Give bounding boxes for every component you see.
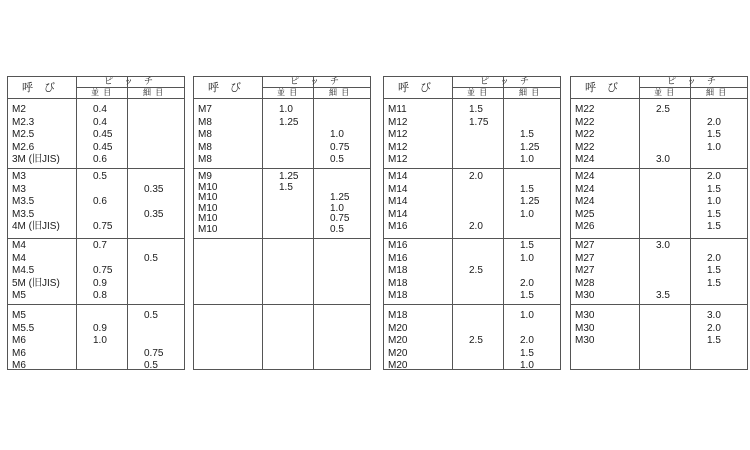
size-label: M20	[388, 347, 408, 359]
fine-pitch-value: 1.0	[520, 208, 534, 220]
coarse-pitch-value: 1.0	[93, 335, 107, 346]
coarse-pitch-value: 0.45	[93, 129, 113, 140]
size-label: M20	[388, 335, 408, 346]
size-label: M18	[388, 310, 408, 321]
group-divider	[194, 304, 370, 305]
fine-pitch-value: 0.75	[330, 213, 350, 224]
size-label: 4M (旧JIS)	[12, 221, 60, 232]
header-divider	[8, 98, 184, 99]
coarse-pitch-value: 2.5	[656, 104, 670, 115]
size-label: M30	[575, 322, 595, 334]
size-label: M9	[198, 171, 212, 182]
coarse-pitch-value: 0.6	[93, 154, 107, 165]
size-label: M4	[12, 252, 26, 264]
group-divider	[8, 238, 184, 239]
size-label: M3	[12, 171, 26, 182]
size-label: M27	[575, 252, 595, 264]
fine-pitch-value: 1.0	[707, 141, 721, 153]
size-label: 5M (旧JIS)	[12, 277, 60, 289]
size-label: M14	[388, 183, 408, 195]
size-label: M7	[198, 104, 212, 115]
fine-pitch-value: 1.5	[520, 129, 534, 140]
coarse-header: 並 目	[91, 88, 113, 97]
coarse-pitch-value: 2.0	[469, 171, 483, 182]
size-label: M6	[12, 335, 26, 346]
size-label: M22	[575, 129, 595, 140]
size-label: M14	[388, 208, 408, 220]
size-label: M2.3	[12, 116, 35, 128]
fine-pitch-value: 0.35	[144, 183, 164, 195]
fine-header: 細 目	[143, 88, 165, 97]
size-label: M8	[198, 154, 212, 165]
fine-pitch-value: 0.5	[144, 360, 158, 371]
size-label: M2.5	[12, 129, 35, 140]
size-label: M10	[198, 181, 218, 193]
pitch-table	[383, 76, 561, 370]
coarse-pitch-value: 2.5	[469, 335, 483, 346]
size-label: M25	[575, 208, 595, 220]
pitch-table	[193, 76, 371, 370]
coarse-pitch-value: 3.0	[656, 240, 670, 251]
group-divider	[571, 238, 747, 239]
fine-pitch-value: 1.0	[520, 154, 534, 165]
fine-pitch-value: 1.0	[330, 129, 344, 140]
fine-pitch-value: 0.5	[330, 154, 344, 165]
size-label: M8	[198, 141, 212, 153]
coarse-pitch-value: 0.7	[93, 240, 107, 251]
fine-pitch-value: 1.5	[520, 183, 534, 195]
fine-pitch-value: 0.75	[144, 347, 164, 359]
size-label: M10	[198, 192, 218, 203]
coarse-pitch-value: 0.75	[93, 265, 113, 276]
header-divider	[194, 98, 370, 99]
size-label: M12	[388, 129, 408, 140]
fine-header: 細 目	[329, 88, 351, 97]
size-label: M10	[198, 223, 218, 235]
coarse-pitch-value: 0.45	[93, 141, 113, 153]
column-divider	[313, 77, 314, 369]
fine-pitch-value: 1.25	[330, 192, 350, 203]
size-label: M11	[388, 104, 407, 115]
fine-pitch-value: 1.25	[520, 141, 540, 153]
name-header: 呼 び	[208, 82, 241, 94]
size-label: M14	[388, 171, 408, 182]
coarse-header: 並 目	[277, 88, 299, 97]
fine-header: 細 目	[706, 88, 728, 97]
size-label: M12	[388, 141, 408, 153]
size-label: M4	[12, 240, 26, 251]
size-label: M30	[575, 335, 595, 346]
fine-pitch-value: 1.5	[707, 265, 721, 276]
coarse-pitch-value: 0.4	[93, 116, 107, 128]
fine-pitch-value: 1.0	[707, 196, 721, 207]
size-label: M12	[388, 154, 408, 165]
size-label: M28	[575, 277, 595, 289]
size-label: M30	[575, 290, 595, 301]
fine-pitch-value: 2.0	[707, 252, 721, 264]
group-divider	[571, 168, 747, 169]
coarse-pitch-value: 0.9	[93, 277, 107, 289]
group-divider	[194, 238, 370, 239]
fine-pitch-value: 2.0	[707, 322, 721, 334]
size-label: M24	[575, 154, 595, 165]
size-label: M16	[388, 221, 408, 232]
pitch-header: ピ ッ チ	[667, 76, 718, 86]
column-divider	[503, 77, 504, 369]
fine-pitch-value: 1.5	[707, 335, 721, 346]
group-divider	[8, 304, 184, 305]
fine-pitch-value: 2.0	[520, 335, 534, 346]
fine-pitch-value: 1.5	[707, 183, 721, 195]
size-label: M8	[198, 116, 212, 128]
coarse-pitch-value: 1.25	[279, 171, 299, 182]
fine-pitch-value: 0.35	[144, 208, 164, 220]
coarse-header: 並 目	[654, 88, 676, 97]
size-label: M16	[388, 252, 408, 264]
fine-header: 細 目	[519, 88, 541, 97]
size-label: M12	[388, 116, 408, 128]
size-label: M8	[198, 129, 212, 140]
size-label: M26	[575, 221, 595, 232]
fine-pitch-value: 0.75	[330, 141, 350, 153]
fine-pitch-value: 3.0	[707, 310, 721, 321]
fine-pitch-value: 0.5	[144, 252, 158, 264]
fine-pitch-value: 0.5	[330, 223, 344, 235]
group-divider	[384, 304, 560, 305]
size-label: M5	[12, 290, 26, 301]
size-label: M27	[575, 265, 595, 276]
size-label: M6	[12, 347, 26, 359]
size-label: M20	[388, 322, 408, 334]
size-label: M3.5	[12, 208, 35, 220]
fine-pitch-value: 1.5	[707, 221, 721, 232]
size-label: M30	[575, 310, 595, 321]
column-divider	[639, 77, 640, 369]
pitch-table	[7, 76, 185, 370]
size-label: M16	[388, 240, 408, 251]
fine-pitch-value: 2.0	[707, 171, 721, 182]
size-label: M5	[12, 310, 26, 321]
column-divider	[690, 77, 691, 369]
size-label: M14	[388, 196, 408, 207]
group-divider	[384, 168, 560, 169]
fine-pitch-value: 0.5	[144, 310, 158, 321]
column-divider	[76, 77, 77, 369]
fine-pitch-value: 1.5	[520, 347, 534, 359]
fine-pitch-value: 1.0	[520, 310, 534, 321]
header-divider	[571, 98, 747, 99]
fine-pitch-value: 1.0	[330, 202, 344, 214]
coarse-pitch-value: 0.6	[93, 196, 107, 207]
size-label: M10	[198, 202, 218, 214]
coarse-pitch-value: 2.5	[469, 265, 483, 276]
size-label: M4.5	[12, 265, 35, 276]
coarse-pitch-value: 2.0	[469, 221, 483, 232]
name-header: 呼 び	[22, 82, 55, 94]
fine-pitch-value: 1.5	[520, 290, 534, 301]
size-label: M24	[575, 196, 595, 207]
name-header: 呼 び	[585, 82, 618, 94]
fine-pitch-value: 1.5	[520, 240, 534, 251]
pitch-header: ピ ッ チ	[290, 76, 341, 86]
coarse-pitch-value: 0.9	[93, 322, 107, 334]
group-divider	[8, 168, 184, 169]
size-label: M5.5	[12, 322, 35, 334]
pitch-header: ピ ッ チ	[480, 76, 531, 86]
coarse-pitch-value: 1.0	[279, 104, 293, 115]
group-divider	[571, 304, 747, 305]
coarse-pitch-value: 3.5	[656, 290, 670, 301]
coarse-pitch-value: 3.0	[656, 154, 670, 165]
fine-pitch-value: 1.0	[520, 252, 534, 264]
size-label: M27	[575, 240, 595, 251]
pitch-header: ピ ッ チ	[104, 76, 155, 86]
size-label: M22	[575, 141, 595, 153]
coarse-pitch-value: 0.8	[93, 290, 107, 301]
size-label: M3.5	[12, 196, 35, 207]
column-divider	[262, 77, 263, 369]
fine-pitch-value: 1.5	[707, 129, 721, 140]
column-divider	[127, 77, 128, 369]
size-label: M6	[12, 360, 26, 371]
size-label: M18	[388, 265, 408, 276]
pitch-table	[570, 76, 748, 370]
group-divider	[384, 238, 560, 239]
size-label: M22	[575, 104, 595, 115]
size-label: M20	[388, 360, 408, 371]
coarse-header: 並 目	[467, 88, 489, 97]
coarse-pitch-value: 1.5	[469, 104, 483, 115]
fine-pitch-value: 2.0	[520, 277, 534, 289]
size-label: M2.6	[12, 141, 35, 153]
size-label: M10	[198, 213, 218, 224]
fine-pitch-value: 1.5	[707, 208, 721, 220]
size-label: M24	[575, 183, 595, 195]
size-label: M18	[388, 290, 408, 301]
header-divider	[384, 98, 560, 99]
coarse-pitch-value: 1.5	[279, 181, 293, 193]
coarse-pitch-value: 0.75	[93, 221, 113, 232]
column-divider	[452, 77, 453, 369]
coarse-pitch-value: 0.5	[93, 171, 107, 182]
fine-pitch-value: 1.5	[707, 277, 721, 289]
name-header: 呼 び	[398, 82, 431, 94]
size-label: 3M (旧JIS)	[12, 154, 60, 165]
size-label: M2	[12, 104, 26, 115]
coarse-pitch-value: 0.4	[93, 104, 107, 115]
fine-pitch-value: 1.25	[520, 196, 540, 207]
fine-pitch-value: 1.0	[520, 360, 534, 371]
coarse-pitch-value: 1.75	[469, 116, 489, 128]
size-label: M22	[575, 116, 595, 128]
size-label: M24	[575, 171, 595, 182]
fine-pitch-value: 2.0	[707, 116, 721, 128]
size-label: M3	[12, 183, 26, 195]
size-label: M18	[388, 277, 408, 289]
group-divider	[194, 168, 370, 169]
coarse-pitch-value: 1.25	[279, 116, 299, 128]
